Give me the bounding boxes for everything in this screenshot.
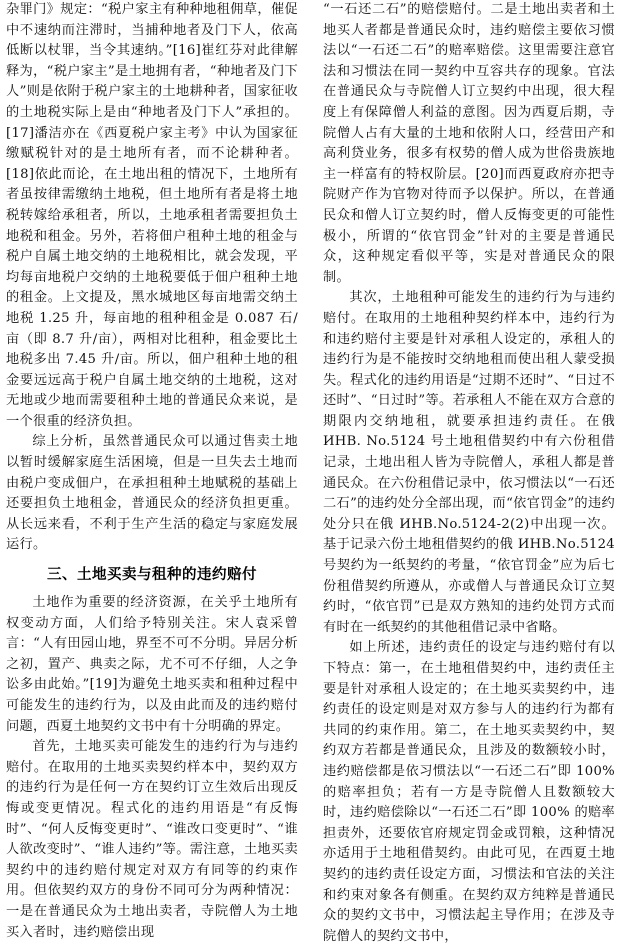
body-paragraph: “一石还二石”的赔偿赔付。二是土地出卖者和土地买人者都是普通民众时，违约赔偿主要依习惯法以“一石还二石”的赔率赔偿。这里需要注意官法和习惯法在同一契约中互容共存的现象。官法在普通民众与寺院僧人订立契约中出现，很大程度上有保障僧人利益的意图。因为西夏后期，寺院僧人占有大量的土地和依附人口，经营田产和高利贷业务，很多有权势的僧人成为世俗贵族地主一样富有的特权阶层。[20]而西夏政府亦把寺院财产作为官物对待而予以保护。所以，在普通民众和僧人订立契约时，僧人反悔变更的可能性极小，所谓的“依官罚金”针对的主要是普通民众，这种规定看似平等，实是对普通民众的限制。: [323, 2, 615, 285]
right-column: [323, 0, 615, 947]
section-heading: 三、土地买卖与租种的违约赔付: [47, 567, 257, 584]
body-paragraph: 杂罪门》规定：“税户家主有种种地租佣草，催促中不速纳而注滞时，当捕种地者及门下人，依高低断以杖罪，当令其速纳。”[16]崔红芬对此律解释为，“税户家主”是土地拥有者，“种地者及门下人”则是依附于税户家主的土地耕种者，国家征收的土地税实际上是由“种地者及门下人”承担的。[17]潘洁亦在《西夏税户家主考》中认为国家征缴赋税针对的是土地所有者，而不论耕种者。[18]依此而论，在土地出租的情况下，土地所有者虽按律需缴纳土地税，但土地所有者是将土地税转嫁给承租者，所以，土地承租者需要担负土地税和租金。另外，若将佃户租种土地的租金与税户自属土地交纳的土地税相比，就会发现，平均每亩地税户交纳的土地税要低于佃户租种土地的租金。上文提及，黑水城地区每亩地需交纳土地税 1.25 升，每亩地的租种租金是 0.087 石/亩（即 8.7 升/亩），两相对比租种，租金要比土地税多出 7.45 升/亩。所以，佃户租种土地的租金要远远高于税户自属土地交纳的土地税，这对无地或少地而需要租种土地的普通民众来说，是一个很重的经济负担。: [6, 2, 298, 429]
body-paragraph: 综上分析，虽然普通民众可以通过售卖土地以暂时缓解家庭生活困境，但是一旦失去土地而由税户变成佃户，在承担租种土地赋税的基础上还要担负土地租金，普通民众的经济负担更重。从长远来看，不利于生产生活的稳定与家庭发展运行。: [6, 434, 298, 553]
left-column: [6, 0, 298, 943]
body-paragraph: 土地作为重要的经济资源，在关乎土地所有权变动方面，人们给予特别关注。宋人袁采曾言：“人有田园山地，界至不可不分明。异居分析之初，置产、典卖之际，尤不可不仔细，人之争讼多由此始。”[19]为避免土地买卖和租种过程中可能发生的违约行为，以及由此而及的违约赔付问题，西夏土地契约文书中有十分明确的界定。: [6, 595, 298, 734]
body-paragraph: 如上所述，违约责任的设定与违约赔付有以下特点：第一，在土地租借契约中，违约责任主要是针对承租人设定的；在土地买卖契约中，违约责任的设定则是对双方参与人的违约行为都有共同的约束作用。第二，在土地买卖契约中，契约双方若都是普通民众，且涉及的数额较小时，违约赔偿都是依习惯法以“一石还二石”即 100% 的赔率担负；若有一方是寺院僧人且数额较大时，违约赔偿除以“一石还二石”即 100% 的赔率担责外，还要依官府规定罚金或罚粮，这种情况亦适用于土地租借契约。由此可见，在西夏土地契约的违约责任设定方面，习惯法和官法的关注和约束对象各有侧重。在契约双方纯粹是普通民众的契约文书中，习惯法起主导作用；在涉及寺院僧人的契约文书中，: [323, 640, 615, 944]
body-paragraph: 其次，土地租种可能发生的违约行为与违约赔付。在取用的土地租种契约样本中，违约行为和违约赔付主要是针对承租人设定的，承租人的违约行为是不能按时交纳地租而使出租人蒙受损失。程式化的违约用语是“过期不还时”、“日过不还时”、“日过时”等。若承租人不能在双方合意的期限内交纳地租，就要承担违约责任。在俄 ИНВ. No.5124 号土地租借契约中有六份租借记录，土地出租人皆为寺院僧人，承租人都是普通民众。在六份租借记录中，依习惯法以“一石还二石”的违约处分全部出现，而“依官罚金”的违约处分只在俄 ИНВ.No.5124-2(2)中出现一次。基于记录六份土地租借契约的俄 ИНВ.No.5124 号契约为一纸契约的考量，“依官罚金”应为后七份租借契约所遵从，亦或僧人与普通民众订立契约时，“依官罚”已是双方熟知的违约处罚方式而有时在一纸契约的其他租借记录中省略。: [323, 290, 615, 635]
body-paragraph: 首先，土地买卖可能发生的违约行为与违约赔付。在取用的土地买卖契约样本中，契约双方的违约行为是任何一方在契约订立生效后出现反悔或变更情况。程式化的违约用语是“有反悔时”、“何人反悔变更时”、“谁改口变更时”、“谁人欲改变时”、“谁人违约”等。需注意，土地买卖契约中的违约赔付规定对双方有同等的约束作用。但依契约双方的身份不同可分为两种情况：一是在普通民众为土地出卖者，寺院僧人为土地买入者时，违约赔偿出现: [6, 739, 298, 940]
